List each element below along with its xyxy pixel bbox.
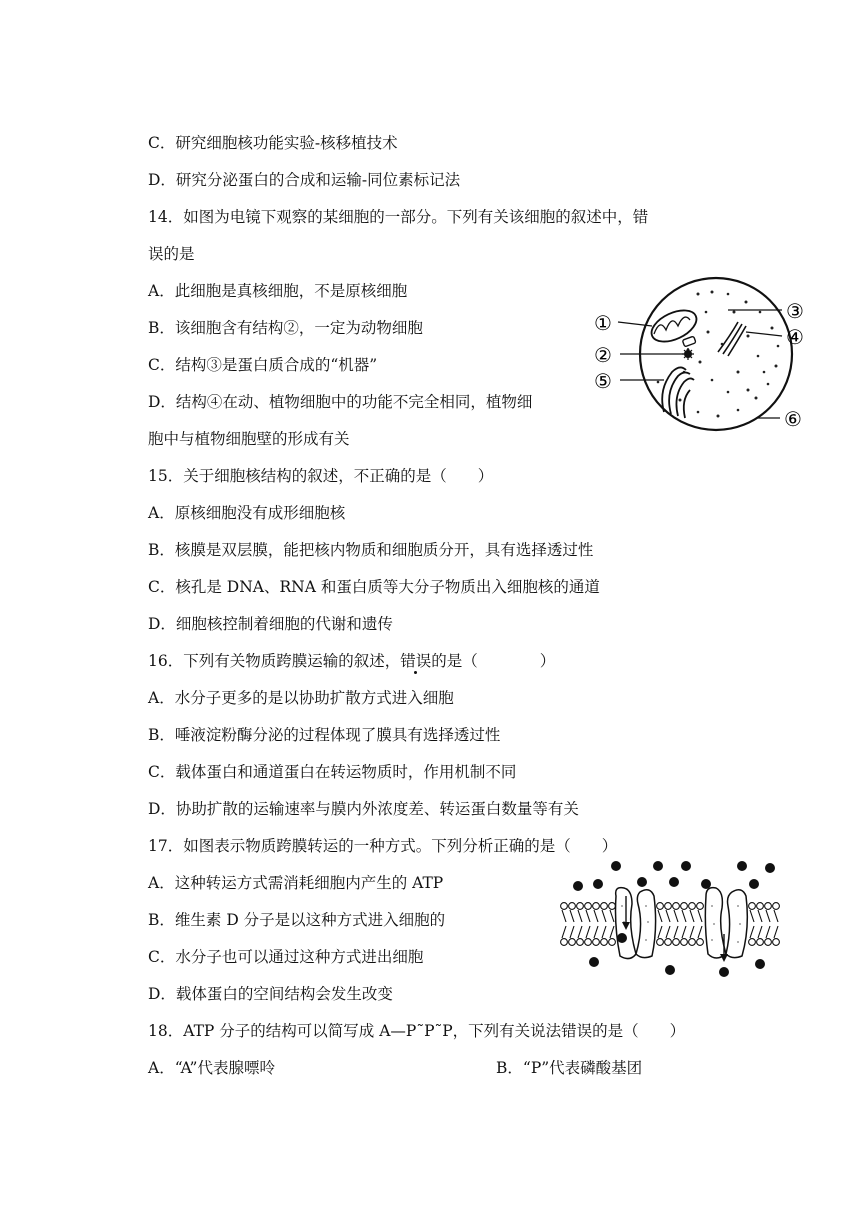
question-14-stem-cont: 误的是 bbox=[148, 245, 195, 263]
option-13c: C．研究细胞核功能实验-核移植技术 bbox=[148, 134, 398, 152]
option-18a: A．“A”代表腺嘌呤 bbox=[148, 1059, 275, 1077]
cell-label-5: ⑤ bbox=[594, 369, 612, 393]
cell-label-2: ② bbox=[594, 343, 612, 367]
option-15c: C．核孔是 DNA、RNA 和蛋白质等大分子物质出入细胞核的通道 bbox=[148, 578, 600, 596]
membrane-transport-diagram bbox=[556, 856, 780, 984]
option-13d: D．研究分泌蛋白的合成和运输-同位素标记法 bbox=[148, 171, 461, 189]
carrier-protein-left bbox=[616, 888, 656, 959]
cell-diagram bbox=[588, 272, 824, 440]
option-17b: B．维生素 D 分子是以这种方式进入细胞的 bbox=[148, 911, 446, 929]
option-14b: B．该细胞含有结构②，一定为动物细胞 bbox=[148, 319, 423, 337]
question-15-stem: 15．关于细胞核结构的叙述，不正确的是（ ） bbox=[148, 467, 494, 485]
solute-molecules-outside bbox=[573, 861, 775, 891]
option-14a: A．此细胞是真核细胞，不是原核细胞 bbox=[148, 282, 408, 300]
option-18b: B．“P”代表磷酸基团 bbox=[496, 1059, 643, 1077]
option-16d: D．协助扩散的运输速率与膜内外浓度差、转运蛋白数量等有关 bbox=[148, 800, 579, 818]
solute-molecules-inside bbox=[589, 957, 765, 977]
cell-label-1: ① bbox=[594, 311, 612, 335]
option-14d-cont: 胞中与植物细胞壁的形成有关 bbox=[148, 430, 350, 448]
option-15d: D．细胞核控制着细胞的代谢和遗传 bbox=[148, 615, 393, 633]
cell-label-3: ③ bbox=[786, 299, 804, 323]
question-17-stem: 17．如图表示物质跨膜转运的一种方式。下列分析正确的是（ ） bbox=[148, 837, 618, 855]
question-14-stem: 14．如图为电镜下观察的某细胞的一部分。下列有关该细胞的叙述中，错 bbox=[148, 208, 649, 226]
option-17c: C．水分子也可以通过这种方式进出细胞 bbox=[148, 948, 424, 966]
emphasis-text: 错误 bbox=[400, 652, 432, 670]
option-17d: D．载体蛋白的空间结构会发生改变 bbox=[148, 985, 393, 1003]
question-18-stem: 18．ATP 分子的结构可以简写成 A—P˜P˜P，下列有关说法错误的是（ ） bbox=[148, 1022, 686, 1040]
option-16c: C．载体蛋白和通道蛋白在转运物质时，作用机制不同 bbox=[148, 763, 517, 781]
option-15b: B．核膜是双层膜，能把核内物质和细胞质分开，具有选择透过性 bbox=[148, 541, 594, 559]
option-16b: B．唾液淀粉酶分泌的过程体现了膜具有选择透过性 bbox=[148, 726, 501, 744]
question-16-stem: 16．下列有关物质跨膜运输的叙述，错误的是（ ） bbox=[148, 652, 556, 670]
cell-label-4: ④ bbox=[786, 325, 804, 349]
option-14c: C．结构③是蛋白质合成的“机器” bbox=[148, 356, 378, 374]
option-16a: A．水分子更多的是以协助扩散方式进入细胞 bbox=[148, 689, 454, 707]
option-15a: A．原核细胞没有成形细胞核 bbox=[148, 504, 346, 522]
bound-molecule bbox=[617, 933, 627, 943]
carrier-protein-right bbox=[705, 888, 747, 958]
cell-label-6: ⑥ bbox=[784, 407, 802, 431]
option-14d: D．结构④在动、植物细胞中的功能不完全相同，植物细 bbox=[148, 393, 533, 411]
option-17a: A．这种转运方式需消耗细胞内产生的 ATP bbox=[148, 874, 444, 892]
